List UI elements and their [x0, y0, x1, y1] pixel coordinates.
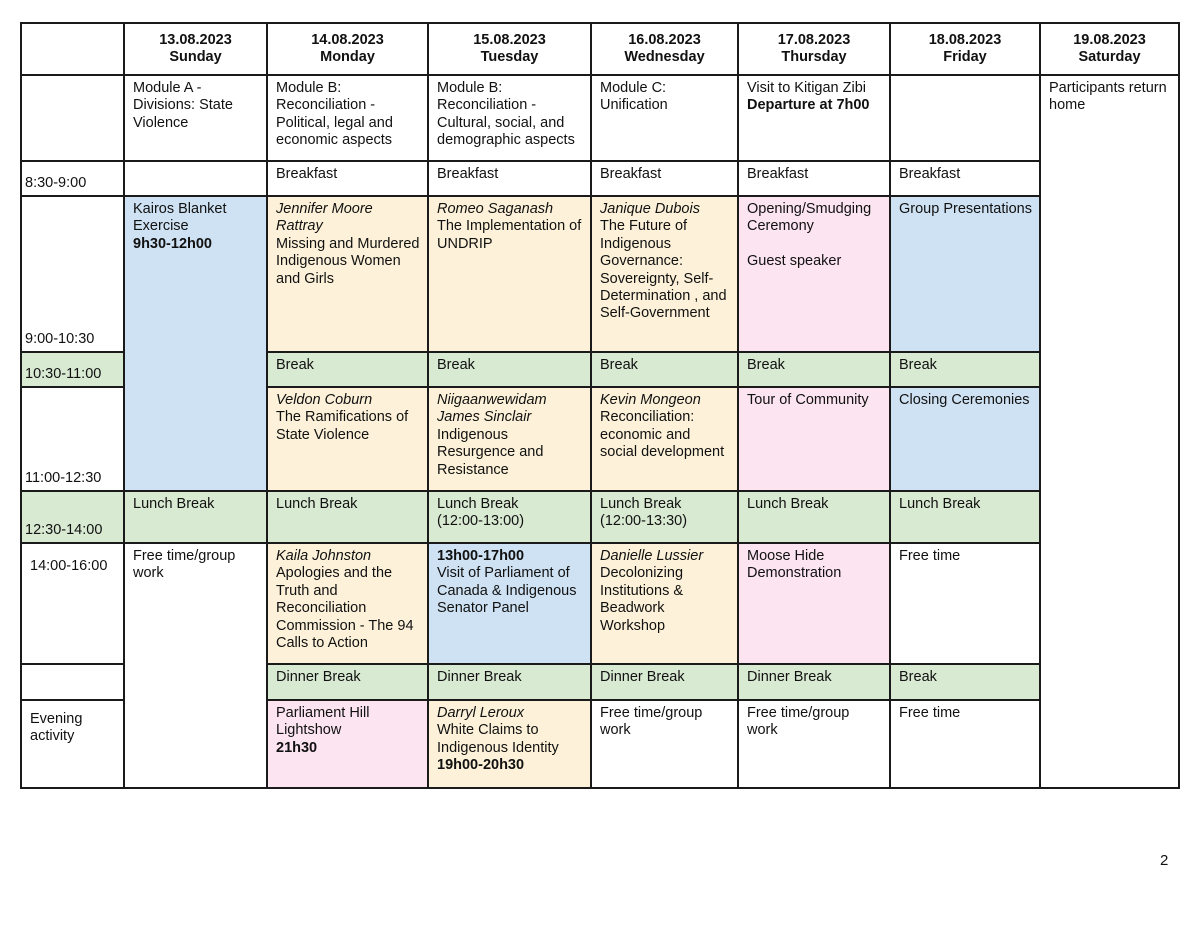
breakfast-tuesday: Breakfast [428, 161, 591, 196]
talk-title: Apologies and the Truth and Reconciliation Commission - The 94 Calls to Action [276, 565, 414, 652]
header-row [21, 23, 1179, 75]
lunch-label: Lunch Break [437, 496, 519, 512]
talk-title: Decolonizing Institutions & Beadwork Workshop [600, 565, 684, 634]
event-time: 19h00-20h30 [437, 757, 525, 774]
session2-friday: Closing Ceremonies [890, 387, 1040, 491]
sunday-free-time: Free time/group work [124, 543, 267, 788]
session2-tuesday [428, 387, 591, 491]
session1-monday [267, 196, 428, 352]
event-title: Visit of Parliament of Canada & Indigenous Senator Panel [437, 565, 577, 617]
module-row [21, 75, 1179, 161]
lunch-wednesday [591, 491, 738, 543]
time-label: 8:30-9:00 [21, 161, 124, 196]
time-label: 12:30-14:00 [21, 491, 124, 543]
day-header-tuesday [428, 23, 591, 75]
evening-friday: Free time [890, 700, 1040, 788]
speaker: Kaila Johnston [276, 548, 372, 564]
spacer [747, 236, 882, 253]
lunch-thursday: Lunch Break [738, 491, 890, 543]
row-session3 [21, 543, 1179, 664]
saturday-cell: Participants return home [1040, 75, 1179, 788]
date: 19.08.2023 [1073, 32, 1146, 48]
event-time: 21h30 [276, 739, 318, 756]
speaker: Veldon Coburn [276, 392, 373, 408]
day: Monday [320, 49, 375, 65]
session2-thursday: Tour of Community [738, 387, 890, 491]
page-number: 2 [1160, 852, 1169, 869]
talk-title: The Ramifications of State Violence [276, 409, 409, 443]
speaker: Jennifer Moore Rattray [276, 201, 373, 235]
event-title: Parliament Hill Lightshow [276, 705, 370, 739]
lunch-tuesday [428, 491, 591, 543]
row-session1 [21, 196, 1179, 352]
day: Thursday [781, 49, 847, 65]
dinner-monday: Dinner Break [267, 664, 428, 700]
row-breakfast [21, 161, 1179, 196]
row-lunch [21, 491, 1179, 543]
talk-title: White Claims to Indigenous Identity [437, 722, 559, 756]
speaker: Darryl Leroux [437, 705, 525, 721]
day: Sunday [169, 49, 222, 65]
evening-thursday: Free time/group work [738, 700, 890, 788]
evening-tuesday [428, 700, 591, 788]
session1-friday: Group Presentations [890, 196, 1040, 352]
day-header-monday [267, 23, 428, 75]
day: Saturday [1078, 49, 1141, 65]
visit-title: Visit to Kitigan Zibi [747, 80, 867, 96]
day-header-wednesday [591, 23, 738, 75]
module-wednesday: Module C: Unification [591, 75, 738, 161]
ceremony: Opening/Smudging Ceremony [747, 201, 872, 235]
lunch-hours: (12:00-13:30) [600, 513, 688, 530]
corner-cell [21, 23, 124, 75]
session3-tuesday [428, 543, 591, 664]
day-header-thursday [738, 23, 890, 75]
date: 14.08.2023 [311, 32, 384, 48]
schedule-table [20, 22, 1180, 789]
breakfast-wednesday: Breakfast [591, 161, 738, 196]
module-sunday: Module A - Divisions: State Violence [124, 75, 267, 161]
dinner-thursday: Dinner Break [738, 664, 890, 700]
session2-monday [267, 387, 428, 491]
lunch-label: Lunch Break [600, 496, 682, 512]
day-header-saturday [1040, 23, 1179, 75]
module-thursday [738, 75, 890, 161]
talk-title: The Implementation of UNDRIP [437, 218, 582, 252]
talk-title: Indigenous Resurgence and Resistance [437, 426, 544, 478]
time-label: Evening activity [21, 700, 124, 788]
speaker: Kevin Mongeon [600, 392, 701, 408]
session1-tuesday [428, 196, 591, 352]
guest-speaker: Guest speaker [747, 253, 842, 270]
break-tuesday: Break [428, 352, 591, 387]
lunch-monday: Lunch Break [267, 491, 428, 543]
dinner-friday: Break [890, 664, 1040, 700]
session1-thursday [738, 196, 890, 352]
breakfast-monday: Breakfast [267, 161, 428, 196]
speaker: Danielle Lussier [600, 548, 704, 564]
lunch-friday: Lunch Break [890, 491, 1040, 543]
module-time-cell [21, 75, 124, 161]
dinner-tuesday: Dinner Break [428, 664, 591, 700]
day: Tuesday [480, 49, 539, 65]
evening-wednesday: Free time/group work [591, 700, 738, 788]
time-label: 11:00-12:30 [21, 387, 124, 491]
session3-friday: Free time [890, 543, 1040, 664]
speaker: Romeo Saganash [437, 201, 554, 217]
talk-title: Reconciliation: economic and social development [600, 409, 725, 461]
event-title: Kairos Blanket Exercise [133, 201, 227, 235]
day: Friday [943, 49, 987, 65]
date: 13.08.2023 [159, 32, 232, 48]
session3-wednesday [591, 543, 738, 664]
event-time: 9h30-12h00 [133, 235, 212, 252]
breakfast-friday: Breakfast [890, 161, 1040, 196]
session3-thursday: Moose Hide Demonstration [738, 543, 890, 664]
dinner-wednesday: Dinner Break [591, 664, 738, 700]
date: 18.08.2023 [928, 32, 1002, 48]
departure-time: Departure at 7h00 [747, 97, 870, 114]
dinner-time-cell [21, 664, 124, 700]
speaker: Janique Dubois [600, 201, 700, 217]
lunch-hours: (12:00-13:00) [437, 513, 525, 530]
break-friday: Break [890, 352, 1040, 387]
break-wednesday: Break [591, 352, 738, 387]
evening-monday [267, 700, 428, 788]
session3-monday [267, 543, 428, 664]
date: 15.08.2023 [473, 32, 546, 48]
break-thursday: Break [738, 352, 890, 387]
talk-title: The Future of Indigenous Governance: Sovereignty, Self-Determination , and Self-Government [600, 218, 727, 322]
breakfast-thursday: Breakfast [738, 161, 890, 196]
session1-wednesday [591, 196, 738, 352]
date: 16.08.2023 [628, 32, 701, 48]
day: Wednesday [624, 49, 705, 65]
module-friday [890, 75, 1040, 161]
talk-title: Missing and Murdered Indigenous Women and Girls [276, 235, 420, 287]
module-tuesday: Module B: Reconciliation - Cultural, social, and demographic aspects [428, 75, 591, 161]
sunday-breakfast-empty [124, 161, 267, 196]
module-monday: Module B: Reconciliation - Political, legal and economic aspects [267, 75, 428, 161]
time-label: 14:00-16:00 [21, 543, 124, 664]
break-monday: Break [267, 352, 428, 387]
day-header-friday [890, 23, 1040, 75]
lunch-sunday: Lunch Break [124, 491, 267, 543]
kairos-blanket-exercise [124, 196, 267, 491]
time-label: 9:00-10:30 [21, 196, 124, 352]
event-time: 13h00-17h00 [437, 548, 525, 564]
day-header-sunday [124, 23, 267, 75]
date: 17.08.2023 [777, 32, 851, 48]
time-label: 10:30-11:00 [21, 352, 124, 387]
session2-wednesday [591, 387, 738, 491]
speaker: Niigaanwewidam James Sinclair [437, 392, 547, 426]
